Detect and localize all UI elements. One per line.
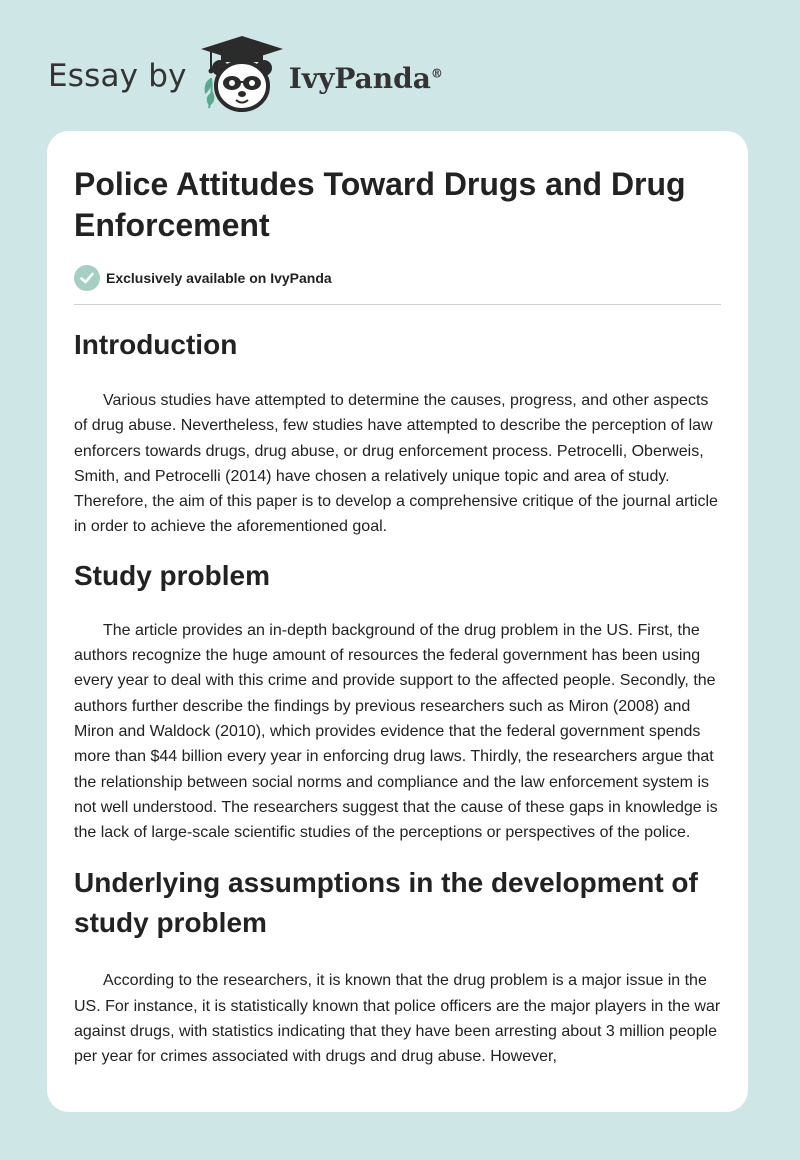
check-circle-icon [74,265,100,291]
essay-card [47,131,748,1112]
exclusive-badge [74,265,721,291]
panda-logo-icon [199,34,285,114]
essay-title: Police Attitudes Toward Drugs and Drug Enforcement [74,166,686,243]
section-heading-underlying-assumptions: Underlying assumptions in the development of study problem [74,867,698,939]
section-heading-introduction: Introduction [74,329,238,360]
badge-text: Exclusively available on IvyPanda [106,270,332,286]
registered-mark: ® [430,66,443,81]
section-body-underlying-assumptions: According to the researchers, it is known that the drug problem is a major issue in the US. For instance, it is statistically known that police officers are the major players in the war against drugs, with statistics indicating that they have been arresting about 3 million people per year for crimes associated with drugs and drug abuse. However, [74,972,721,1066]
title-divider [74,304,721,305]
brand-prefix: Essay by [48,58,187,94]
section-body-study-problem: The article provides an in-depth background of the drug problem in the US. First, the authors recognize the huge amount of resources the federal government has been using every year to deal with this crime and provide support to the affected people. Secondly, the authors further describe the findings by previous researchers such as Miron (2008) and Miron and Waldock (2010), which provides evidence that the federal government spends more than $44 billion every year in enforcing drug laws. Thirdly, the researchers argue that the relationship between social norms and compliance and the law enforcement system is not well understood. The researchers suggest that the cause of these gaps in knowledge is the lack of large-scale scientific studies of the perceptions or perspectives of the police. [74,621,718,842]
section-body-introduction: Various studies have attempted to determine the causes, progress, and other aspects of drug abuse. Nevertheless, few studies have attempted to describe the perception of law enforcers towards drugs, drug abuse, or drug enforcement process. Petrocelli, Oberweis, Smith, and Petrocelli (2014) have chosen a relatively unique topic and area of study. Therefore, the aim of this paper is to develop a comprehensive critique of the journal article in order to achieve the aforementioned goal. [74,392,718,536]
brand-name: IvyPanda® [288,61,443,95]
section-heading-study-problem: Study problem [74,559,271,591]
brand-header[interactable] [48,34,443,114]
